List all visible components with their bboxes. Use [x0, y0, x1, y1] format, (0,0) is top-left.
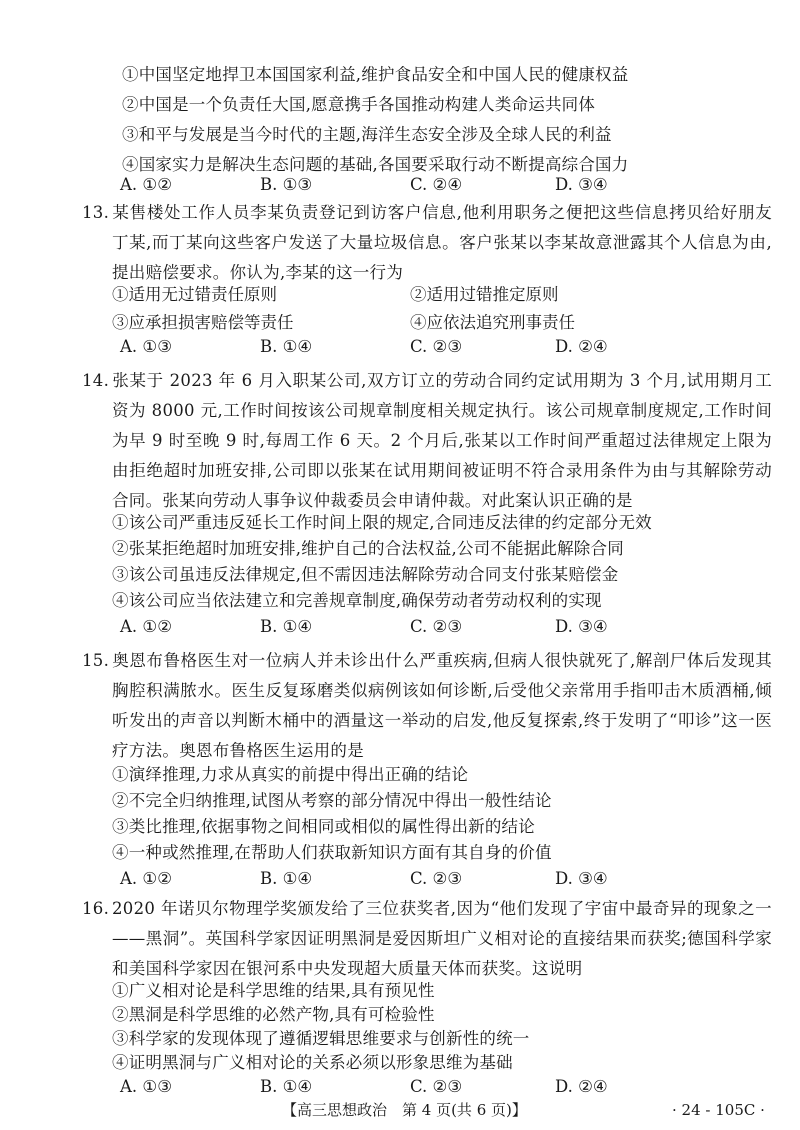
q15-stem-text: 奥恩布鲁格医生对一位病人并未诊出什么严重疾病,但病人很快就死了,解剖尸体后发现其胸腔积满脓水。医生反复琢磨类似病例该如何诊断,后受他父亲常用手指叩击木质酒桶,倾听发出的声音以判断木桶中的酒量这一举动的启发,他反复探索,终于发明了“叩诊”这一医疗方法。奥恩布鲁格医生运用的是: [112, 651, 772, 760]
q12-option-a[interactable]: A. ①②: [120, 175, 172, 194]
q13-option-b[interactable]: B. ①④: [260, 337, 313, 356]
q13-statements-row-2: [0, 312, 800, 334]
q16-statement-3: ③科学家的发现体现了遵循逻辑思维要求与创新性的统一: [112, 1029, 530, 1048]
q13-stem: [82, 198, 772, 288]
q16-option-a[interactable]: A. ①③: [120, 1077, 172, 1096]
q12-statement-1: ①中国坚定地捍卫本国国家利益,维护食品安全和中国人民的健康权益: [122, 65, 629, 84]
q16-options: [0, 1076, 800, 1098]
page-number-label: 【高三思想政治 第 4 页(共 6 页)】: [282, 1101, 527, 1119]
q16-statement-4: ④证明黑洞与广义相对论的关系必须以形象思维为基础: [112, 1053, 513, 1072]
q13-statement-1: ①适用无过错责任原则: [112, 285, 277, 304]
q14-statement-1: ①该公司严重违反延长工作时间上限的规定,合同违反法律的约定部分无效: [112, 513, 652, 532]
q15-number: 15.: [82, 651, 110, 670]
q16-stem: [82, 894, 772, 984]
q12-option-b[interactable]: B. ①③: [260, 175, 313, 194]
q13-statements-row-1: [0, 284, 800, 306]
q13-statement-3: ③应承担损害赔偿等责任: [112, 313, 294, 332]
q16-option-b[interactable]: B. ①④: [260, 1077, 313, 1096]
q15-option-a[interactable]: A. ①②: [120, 869, 172, 888]
exam-code: · 24 - 105C ·: [672, 1101, 765, 1119]
q15-statement-1: ①演绎推理,力求从真实的前提中得出正确的结论: [112, 765, 469, 784]
q15-statement-2: ②不完全归纳推理,试图从考察的部分情况中得出一般性结论: [112, 791, 552, 810]
q13-option-c[interactable]: C. ②③: [410, 337, 463, 356]
q13-statement-4: ④应依法追究刑事责任: [410, 313, 575, 332]
q12-statement-2: ②中国是一个负责任大国,愿意携手各国推动构建人类命运共同体: [122, 95, 596, 114]
q16-statement-1: ①广义相对论是科学思维的结果,具有预见性: [112, 981, 435, 1000]
q12-statement-4: ④国家实力是解决生态问题的基础,各国要采取行动不断提高综合国力: [122, 155, 629, 174]
q15-stem: [82, 646, 772, 766]
q13-option-a[interactable]: A. ①③: [120, 337, 172, 356]
q14-option-c[interactable]: C. ②③: [410, 617, 463, 636]
q15-statement-4: ④一种或然推理,在帮助人们获取新知识方面有其自身的价值: [112, 843, 552, 862]
q16-option-c[interactable]: C. ②③: [410, 1077, 463, 1096]
q14-option-d[interactable]: D. ③④: [555, 617, 608, 636]
q14-stem: [82, 366, 772, 516]
page-footer: [0, 1098, 800, 1122]
q14-number: 14.: [82, 371, 110, 390]
q14-statement-4: ④该公司应当依法建立和完善规章制度,确保劳动者劳动权利的实现: [112, 591, 602, 610]
q14-option-b[interactable]: B. ①④: [260, 617, 313, 636]
q15-option-b[interactable]: B. ①④: [260, 869, 313, 888]
q13-options: [0, 336, 800, 358]
q14-options: [0, 616, 800, 638]
q14-statement-2: ②张某拒绝超时加班安排,维护自己的合法权益,公司不能据此解除合同: [112, 539, 624, 558]
q15-option-c[interactable]: C. ②③: [410, 869, 463, 888]
q13-option-d[interactable]: D. ②④: [555, 337, 608, 356]
q15-statement-3: ③类比推理,依据事物之间相同或相似的属性得出新的结论: [112, 817, 535, 836]
q12-statement-3: ③和平与发展是当今时代的主题,海洋生态安全涉及全球人民的利益: [122, 125, 612, 144]
q16-option-d[interactable]: D. ②④: [555, 1077, 608, 1096]
q16-statement-2: ②黑洞是科学思维的必然产物,具有可检验性: [112, 1005, 435, 1024]
q13-statement-2: ②适用过错推定原则: [410, 285, 559, 304]
q14-stem-text: 张某于 2023 年 6 月入职某公司,双方订立的劳动合同约定试用期为 3 个月,试用期月工资为 8000 元,工作时间按该公司规章制度相关规定执行。该公司规章制度规定,工作时间为早 9 时至晚 9 时,每周工作 6 天。2 个月后,张某以工作时间严重超过法律规定上限为由拒绝超时加班安排,公司即以张某在试用期间被证明不符合录用条件为由与其解除劳动合同。张某向劳动人事争议仲裁委员会申请仲裁。对此案认识正确的是: [112, 371, 772, 510]
q16-stem-text: 2020 年诺贝尔物理学奖颁发给了三位获奖者,因为“他们发现了宇宙中最奇异的现象之一——黑洞”。英国科学家因证明黑洞是爱因斯坦广义相对论的直接结果而获奖;德国科学家和美国科学家因在银河系中央发现超大质量天体而获奖。这说明: [112, 899, 772, 978]
q16-number: 16.: [82, 899, 110, 918]
q13-number: 13.: [82, 203, 110, 222]
q13-stem-text: 某售楼处工作人员李某负责登记到访客户信息,他利用职务之便把这些信息拷贝给好朋友丁某,而丁某向这些客户发送了大量垃圾信息。客户张某以李某故意泄露其个人信息为由,提出赔偿要求。你认为,李某的这一行为: [112, 203, 772, 282]
q12-option-c[interactable]: C. ②④: [410, 175, 463, 194]
q14-option-a[interactable]: A. ①②: [120, 617, 172, 636]
q12-option-d[interactable]: D. ③④: [555, 175, 608, 194]
q14-statement-3: ③该公司虽违反法律规定,但不需因违法解除劳动合同支付张某赔偿金: [112, 565, 619, 584]
q15-options: [0, 868, 800, 890]
q15-option-d[interactable]: D. ③④: [555, 869, 608, 888]
q12-options: [0, 174, 800, 196]
